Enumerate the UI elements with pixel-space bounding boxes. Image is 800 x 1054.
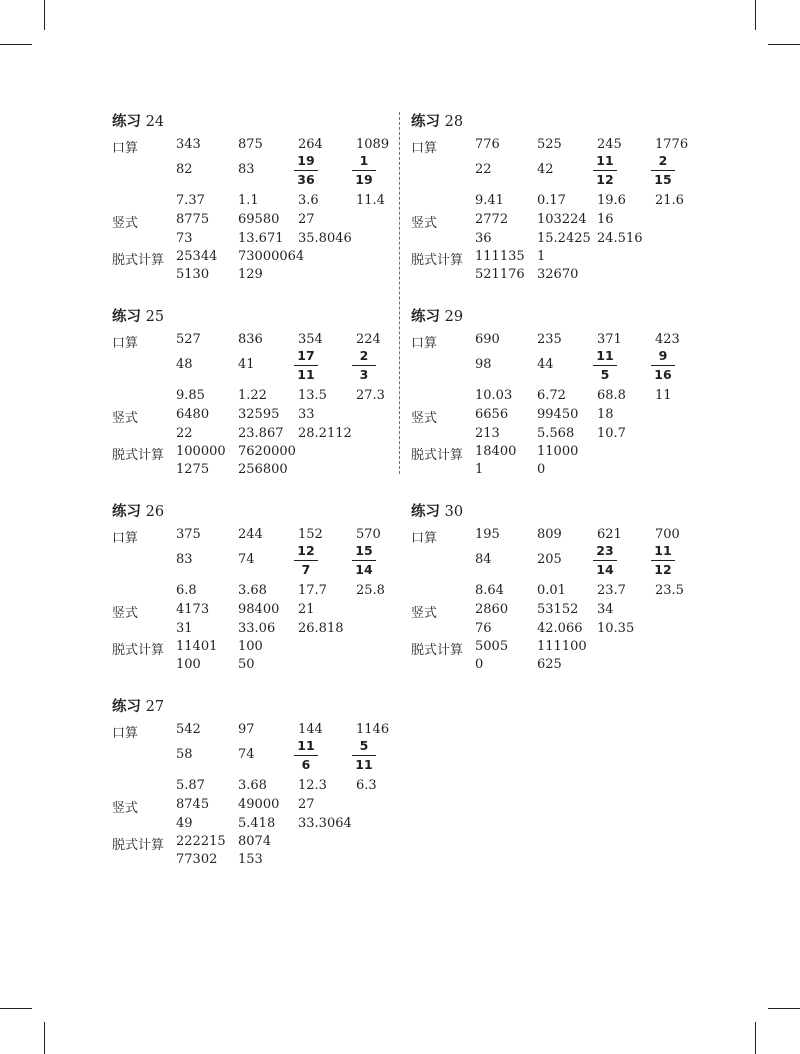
fraction-numerator: 15 bbox=[355, 543, 373, 558]
fraction-numerator: 5 bbox=[359, 738, 369, 753]
answer-value: 98400 bbox=[238, 602, 280, 617]
crop-mark bbox=[0, 1008, 32, 1009]
answer-value: 36 bbox=[475, 231, 492, 246]
exercise-block-29 bbox=[411, 305, 701, 480]
removal-label: 脱式计算 bbox=[112, 838, 165, 853]
answer-value: 74 bbox=[238, 747, 255, 762]
answer-value: 3.68 bbox=[238, 583, 267, 598]
answer-value: 6480 bbox=[176, 407, 210, 422]
answer-value: 4173 bbox=[176, 602, 210, 617]
answer-value: 21 bbox=[298, 602, 315, 617]
answer-value: 69580 bbox=[238, 212, 280, 227]
answer-value: 21.6 bbox=[655, 193, 684, 208]
answer-value: 1089 bbox=[356, 137, 390, 152]
answer-value: 224 bbox=[356, 332, 381, 347]
answer-value: 49000 bbox=[238, 797, 280, 812]
answer-value: 153 bbox=[238, 852, 263, 867]
answer-value: 625 bbox=[537, 657, 562, 672]
removal-label: 脱式计算 bbox=[411, 448, 464, 463]
removal-label: 脱式计算 bbox=[411, 253, 464, 268]
answer-value: 6.72 bbox=[537, 388, 566, 403]
fraction-denominator: 15 bbox=[654, 172, 672, 187]
fraction-answer bbox=[292, 738, 320, 773]
exercise-number: 26 bbox=[145, 504, 165, 520]
answer-value: 97 bbox=[238, 722, 255, 737]
answer-value: 11.4 bbox=[356, 193, 385, 208]
fraction-bar bbox=[352, 170, 376, 171]
exercise-number: 29 bbox=[444, 309, 464, 325]
answer-value: 73 bbox=[176, 231, 193, 246]
answer-value: 103224 bbox=[537, 212, 587, 227]
fraction-numerator: 9 bbox=[658, 348, 668, 363]
exercise-title bbox=[112, 305, 164, 326]
answer-value: 25.8 bbox=[356, 583, 385, 598]
fraction-answer bbox=[591, 543, 619, 578]
fraction-answer bbox=[649, 543, 677, 578]
answer-value: 5.418 bbox=[238, 816, 276, 831]
answer-value: 32595 bbox=[238, 407, 280, 422]
answer-value: 1776 bbox=[655, 137, 689, 152]
answer-value: 111100 bbox=[537, 639, 587, 654]
exercise-title-label: 练习 bbox=[112, 114, 141, 130]
fraction-bar bbox=[294, 560, 318, 561]
answer-value: 10.7 bbox=[597, 426, 626, 441]
answer-value: 836 bbox=[238, 332, 263, 347]
fraction-denominator: 7 bbox=[301, 562, 311, 577]
answer-value: 244 bbox=[238, 527, 263, 542]
vertical-label: 竖式 bbox=[112, 411, 139, 426]
fraction-numerator: 17 bbox=[297, 348, 315, 363]
answer-value: 24.516 bbox=[597, 231, 643, 246]
vertical-label: 竖式 bbox=[411, 216, 438, 231]
fraction-denominator: 19 bbox=[355, 172, 373, 187]
exercise-block-28 bbox=[411, 110, 701, 285]
answer-value: 32670 bbox=[537, 267, 579, 282]
fraction-denominator: 11 bbox=[355, 757, 373, 772]
crop-mark bbox=[768, 44, 800, 45]
fraction-bar bbox=[294, 755, 318, 756]
fraction-numerator: 19 bbox=[297, 153, 315, 168]
answer-value: 35.8046 bbox=[298, 231, 352, 246]
answer-value: 58 bbox=[176, 747, 193, 762]
answer-value: 10.03 bbox=[475, 388, 513, 403]
answer-value: 23.7 bbox=[597, 583, 626, 598]
answer-value: 53152 bbox=[537, 602, 579, 617]
fraction-bar bbox=[593, 170, 617, 171]
exercise-block-30 bbox=[411, 500, 701, 675]
exercise-number: 24 bbox=[145, 114, 165, 130]
answer-value: 5.568 bbox=[537, 426, 575, 441]
fraction-answer bbox=[292, 153, 320, 188]
answer-value: 9.85 bbox=[176, 388, 205, 403]
answer-value: 129 bbox=[238, 267, 263, 282]
fraction-bar bbox=[352, 560, 376, 561]
answer-value: 10.35 bbox=[597, 621, 635, 636]
exercise-block-26 bbox=[112, 500, 402, 675]
answer-value: 1.22 bbox=[238, 388, 267, 403]
answer-value: 621 bbox=[597, 527, 622, 542]
answer-value: 100 bbox=[176, 657, 201, 672]
answer-value: 6.3 bbox=[356, 778, 377, 793]
fraction-answer bbox=[591, 153, 619, 188]
fraction-denominator: 5 bbox=[600, 367, 610, 382]
fraction-bar bbox=[593, 365, 617, 366]
answer-value: 41 bbox=[238, 357, 255, 372]
exercise-block-25 bbox=[112, 305, 402, 480]
answer-value: 28.2112 bbox=[298, 426, 352, 441]
fraction-answer bbox=[350, 153, 378, 188]
answer-value: 205 bbox=[537, 552, 562, 567]
answer-value: 6656 bbox=[475, 407, 509, 422]
answer-value: 375 bbox=[176, 527, 201, 542]
answer-value: 26.818 bbox=[298, 621, 344, 636]
answer-value: 1275 bbox=[176, 462, 210, 477]
answer-value: 77302 bbox=[176, 852, 218, 867]
crop-mark bbox=[44, 0, 45, 30]
exercise-title bbox=[411, 500, 463, 521]
answer-value: 42 bbox=[537, 162, 554, 177]
answer-value: 256800 bbox=[238, 462, 288, 477]
answer-value: 18 bbox=[597, 407, 614, 422]
answer-value: 44 bbox=[537, 357, 554, 372]
removal-label: 脱式计算 bbox=[112, 448, 165, 463]
answer-value: 152 bbox=[298, 527, 323, 542]
answer-value: 809 bbox=[537, 527, 562, 542]
answer-value: 13.671 bbox=[238, 231, 284, 246]
answer-value: 100000 bbox=[176, 444, 226, 459]
exercise-title-label: 练习 bbox=[411, 114, 440, 130]
fraction-answer bbox=[649, 153, 677, 188]
exercise-number: 28 bbox=[444, 114, 464, 130]
fraction-bar bbox=[651, 560, 675, 561]
oral-label: 口算 bbox=[112, 336, 139, 351]
answer-value: 22 bbox=[176, 426, 193, 441]
exercise-block-24 bbox=[112, 110, 402, 285]
answer-value: 48 bbox=[176, 357, 193, 372]
exercise-title bbox=[411, 305, 463, 326]
answer-value: 2860 bbox=[475, 602, 509, 617]
fraction-numerator: 1 bbox=[359, 153, 369, 168]
answer-value: 195 bbox=[475, 527, 500, 542]
oral-label: 口算 bbox=[411, 141, 438, 156]
exercise-number: 27 bbox=[145, 699, 165, 715]
answer-value: 23.5 bbox=[655, 583, 684, 598]
answer-value: 17.7 bbox=[298, 583, 327, 598]
fraction-denominator: 14 bbox=[596, 562, 614, 577]
fraction-numerator: 23 bbox=[596, 543, 614, 558]
fraction-numerator: 12 bbox=[297, 543, 315, 558]
oral-label: 口算 bbox=[112, 531, 139, 546]
answer-value: 1 bbox=[537, 249, 546, 264]
answer-value: 73000064 bbox=[238, 249, 305, 264]
exercise-title-label: 练习 bbox=[411, 309, 440, 325]
fraction-denominator: 36 bbox=[297, 172, 315, 187]
oral-label: 口算 bbox=[411, 531, 438, 546]
crop-mark bbox=[0, 44, 32, 45]
answer-value: 49 bbox=[176, 816, 193, 831]
answer-value: 100 bbox=[238, 639, 263, 654]
exercise-number: 25 bbox=[145, 309, 165, 325]
answer-value: 82 bbox=[176, 162, 193, 177]
answer-value: 27.3 bbox=[356, 388, 385, 403]
fraction-numerator: 2 bbox=[359, 348, 369, 363]
fraction-bar bbox=[352, 755, 376, 756]
answer-value: 2772 bbox=[475, 212, 509, 227]
exercise-block-27 bbox=[112, 695, 402, 870]
answer-value: 18400 bbox=[475, 444, 517, 459]
exercise-title bbox=[112, 500, 164, 521]
answer-value: 3.6 bbox=[298, 193, 319, 208]
answer-value: 0 bbox=[475, 657, 484, 672]
answer-value: 525 bbox=[537, 137, 562, 152]
answer-value: 354 bbox=[298, 332, 323, 347]
answer-value: 9.41 bbox=[475, 193, 504, 208]
answer-value: 5130 bbox=[176, 267, 210, 282]
answer-value: 0.01 bbox=[537, 583, 566, 598]
answer-value: 42.066 bbox=[537, 621, 583, 636]
answer-value: 68.8 bbox=[597, 388, 626, 403]
exercise-title bbox=[112, 695, 164, 716]
answer-value: 690 bbox=[475, 332, 500, 347]
answer-value: 1146 bbox=[356, 722, 390, 737]
answer-value: 700 bbox=[655, 527, 680, 542]
answer-value: 27 bbox=[298, 797, 315, 812]
oral-label: 口算 bbox=[411, 336, 438, 351]
answer-value: 423 bbox=[655, 332, 680, 347]
answer-value: 1.1 bbox=[238, 193, 259, 208]
answer-value: 23.867 bbox=[238, 426, 284, 441]
fraction-answer bbox=[649, 348, 677, 383]
fraction-answer bbox=[292, 348, 320, 383]
exercise-title-label: 练习 bbox=[112, 504, 141, 520]
answer-value: 25344 bbox=[176, 249, 218, 264]
answer-value: 16 bbox=[597, 212, 614, 227]
answer-value: 12.3 bbox=[298, 778, 327, 793]
answer-value: 8074 bbox=[238, 834, 272, 849]
fraction-denominator: 12 bbox=[654, 562, 672, 577]
fraction-bar bbox=[651, 365, 675, 366]
answer-value: 144 bbox=[298, 722, 323, 737]
answer-value: 6.8 bbox=[176, 583, 197, 598]
answer-value: 776 bbox=[475, 137, 500, 152]
fraction-numerator: 11 bbox=[596, 153, 614, 168]
answer-value: 8745 bbox=[176, 797, 210, 812]
fraction-answer bbox=[591, 348, 619, 383]
oral-label: 口算 bbox=[112, 726, 139, 741]
fraction-answer bbox=[350, 738, 378, 773]
answer-value: 111135 bbox=[475, 249, 525, 264]
fraction-numerator: 2 bbox=[658, 153, 668, 168]
fraction-denominator: 16 bbox=[654, 367, 672, 382]
fraction-bar bbox=[294, 365, 318, 366]
answer-value: 83 bbox=[238, 162, 255, 177]
answer-value: 99450 bbox=[537, 407, 579, 422]
answer-value: 570 bbox=[356, 527, 381, 542]
fraction-denominator: 11 bbox=[297, 367, 315, 382]
answer-value: 521176 bbox=[475, 267, 525, 282]
crop-mark bbox=[755, 1022, 756, 1054]
answer-value: 33 bbox=[298, 407, 315, 422]
vertical-label: 竖式 bbox=[411, 411, 438, 426]
answer-value: 264 bbox=[298, 137, 323, 152]
answer-value: 0.17 bbox=[537, 193, 566, 208]
answer-value: 76 bbox=[475, 621, 492, 636]
answer-value: 11 bbox=[655, 388, 672, 403]
vertical-label: 竖式 bbox=[112, 216, 139, 231]
fraction-answer bbox=[350, 348, 378, 383]
fraction-answer bbox=[350, 543, 378, 578]
exercise-title bbox=[411, 110, 463, 131]
crop-mark bbox=[44, 1022, 45, 1054]
answer-value: 13.5 bbox=[298, 388, 327, 403]
answer-value: 15.2425 bbox=[537, 231, 591, 246]
fraction-numerator: 11 bbox=[654, 543, 672, 558]
answer-value: 7.37 bbox=[176, 193, 205, 208]
fraction-numerator: 11 bbox=[596, 348, 614, 363]
answer-value: 245 bbox=[597, 137, 622, 152]
fraction-denominator: 14 bbox=[355, 562, 373, 577]
answer-value: 22 bbox=[475, 162, 492, 177]
answer-value: 31 bbox=[176, 621, 193, 636]
vertical-label: 竖式 bbox=[112, 801, 139, 816]
vertical-label: 竖式 bbox=[411, 606, 438, 621]
fraction-bar bbox=[651, 170, 675, 171]
exercise-title-label: 练习 bbox=[112, 309, 141, 325]
removal-label: 脱式计算 bbox=[112, 253, 165, 268]
answer-value: 84 bbox=[475, 552, 492, 567]
answer-value: 0 bbox=[537, 462, 546, 477]
exercise-title-label: 练习 bbox=[411, 504, 440, 520]
removal-label: 脱式计算 bbox=[112, 643, 165, 658]
answer-value: 27 bbox=[298, 212, 315, 227]
crop-mark bbox=[755, 0, 756, 30]
answer-value: 34 bbox=[597, 602, 614, 617]
answer-value: 19.6 bbox=[597, 193, 626, 208]
fraction-denominator: 12 bbox=[596, 172, 614, 187]
fraction-bar bbox=[294, 170, 318, 171]
fraction-denominator: 6 bbox=[301, 757, 311, 772]
answer-value: 5.87 bbox=[176, 778, 205, 793]
answer-value: 83 bbox=[176, 552, 193, 567]
answer-value: 98 bbox=[475, 357, 492, 372]
answer-value: 33.3064 bbox=[298, 816, 352, 831]
exercise-number: 30 bbox=[444, 504, 464, 520]
answer-value: 3.68 bbox=[238, 778, 267, 793]
fraction-bar bbox=[352, 365, 376, 366]
answer-value: 213 bbox=[475, 426, 500, 441]
answer-value: 33.06 bbox=[238, 621, 276, 636]
exercise-title-label: 练习 bbox=[112, 699, 141, 715]
answer-value: 50 bbox=[238, 657, 255, 672]
answer-value: 11000 bbox=[537, 444, 579, 459]
answer-value: 371 bbox=[597, 332, 622, 347]
removal-label: 脱式计算 bbox=[411, 643, 464, 658]
answer-value: 74 bbox=[238, 552, 255, 567]
answer-value: 11401 bbox=[176, 639, 218, 654]
answer-value: 235 bbox=[537, 332, 562, 347]
fraction-numerator: 11 bbox=[297, 738, 315, 753]
answer-value: 875 bbox=[238, 137, 263, 152]
answer-value: 7620000 bbox=[238, 444, 296, 459]
fraction-answer bbox=[292, 543, 320, 578]
answer-value: 1 bbox=[475, 462, 484, 477]
crop-mark bbox=[768, 1008, 800, 1009]
oral-label: 口算 bbox=[112, 141, 139, 156]
answer-value: 343 bbox=[176, 137, 201, 152]
fraction-denominator: 3 bbox=[359, 367, 369, 382]
answer-value: 222215 bbox=[176, 834, 226, 849]
answer-value: 542 bbox=[176, 722, 201, 737]
exercise-title bbox=[112, 110, 164, 131]
answer-value: 8.64 bbox=[475, 583, 504, 598]
answer-value: 527 bbox=[176, 332, 201, 347]
answer-value: 8775 bbox=[176, 212, 210, 227]
answer-value: 5005 bbox=[475, 639, 509, 654]
vertical-label: 竖式 bbox=[112, 606, 139, 621]
fraction-bar bbox=[593, 560, 617, 561]
